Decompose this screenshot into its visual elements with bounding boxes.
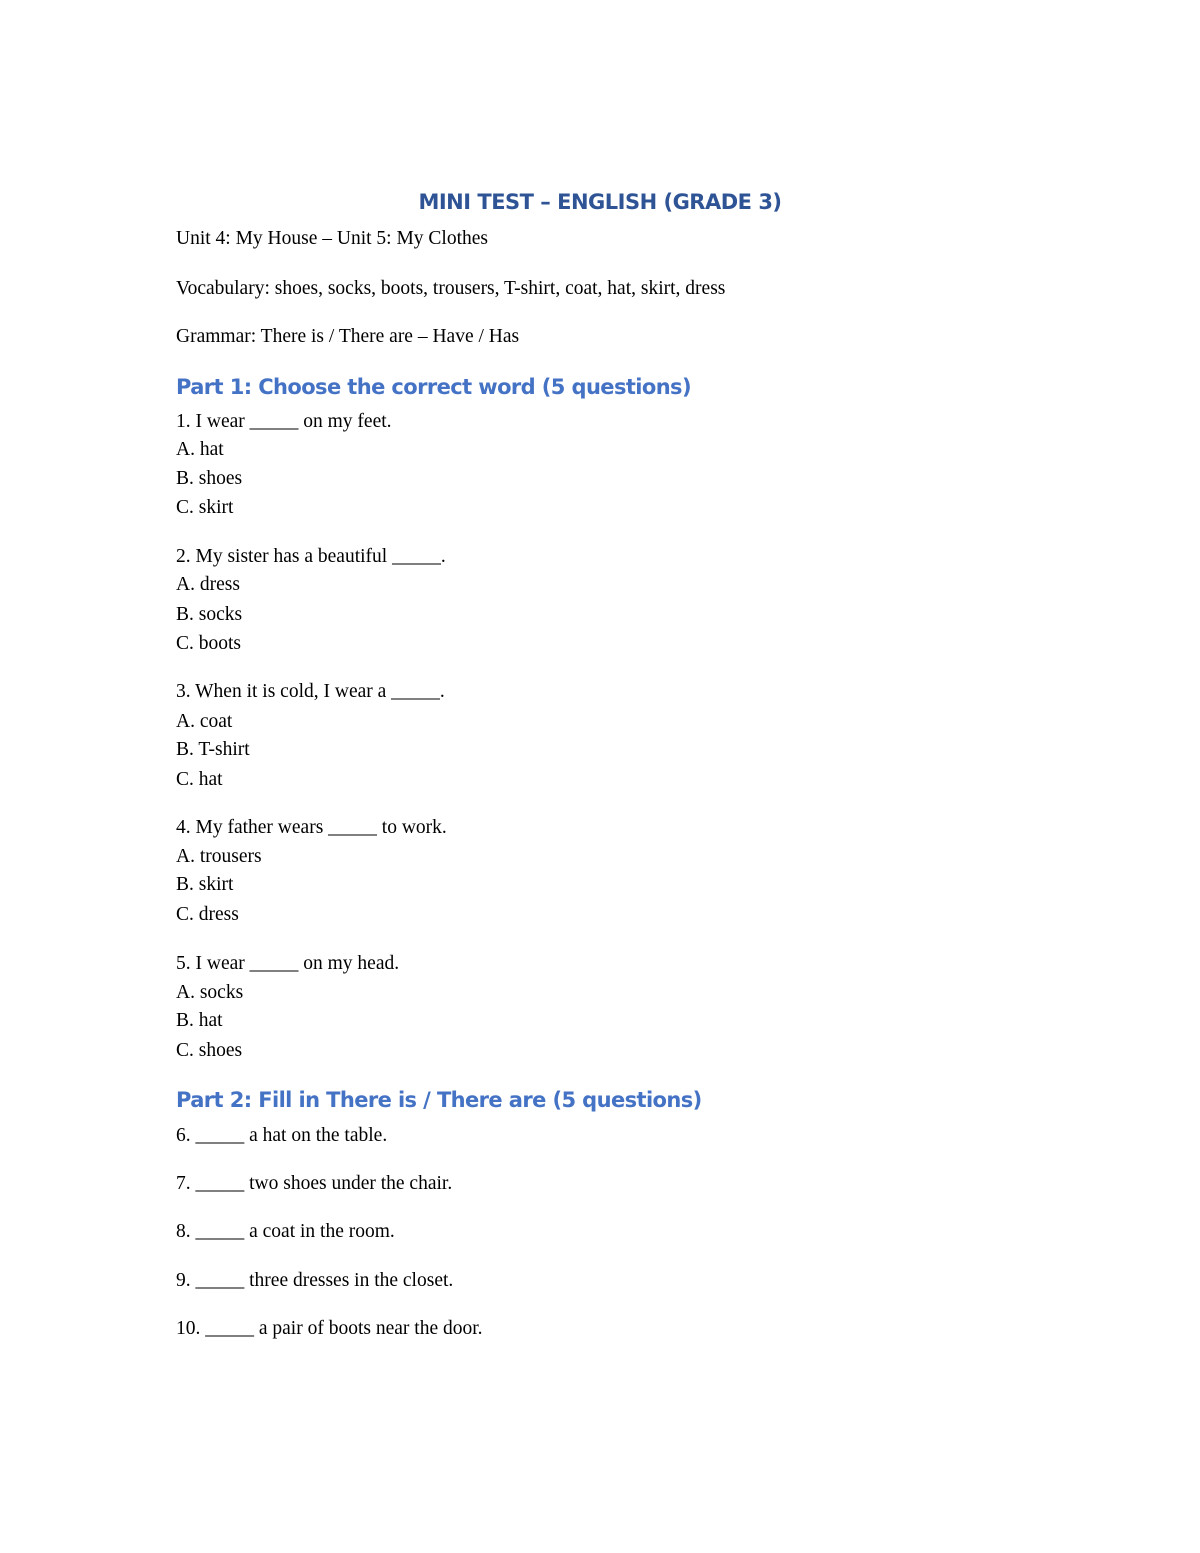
answer-option: A. coat: [176, 711, 233, 732]
answer-option: C. dress: [176, 904, 239, 925]
answer-option: C. boots: [176, 633, 242, 654]
part2-heading: Part 2: Fill in There is / There are (5 questions): [176, 1088, 702, 1112]
answer-option: A. trousers: [176, 846, 262, 867]
answer-option: C. hat: [176, 769, 223, 790]
answer-option: B. skirt: [176, 874, 234, 895]
fill-in-question: 9. _____ three dresses in the closet.: [176, 1270, 454, 1291]
fill-in-question: 7. _____ two shoes under the chair.: [176, 1173, 453, 1194]
answer-option: B. shoes: [176, 468, 243, 489]
vocabulary-line: Vocabulary: shoes, socks, boots, trousers, T-shirt, coat, hat, skirt, dress: [176, 278, 726, 299]
answer-option: B. hat: [176, 1010, 223, 1031]
grammar-line: Grammar: There is / There are – Have / Has: [176, 326, 520, 347]
answer-option: A. socks: [176, 982, 244, 1003]
answer-option: B. socks: [176, 604, 243, 625]
question-text: 3. When it is cold, I wear a _____.: [176, 681, 445, 702]
units-line: Unit 4: My House – Unit 5: My Clothes: [176, 228, 489, 249]
answer-option: C. shoes: [176, 1040, 243, 1061]
answer-option: A. hat: [176, 439, 224, 460]
question-text: 2. My sister has a beautiful _____.: [176, 546, 446, 567]
answer-option: C. skirt: [176, 497, 234, 518]
fill-in-question: 8. _____ a coat in the room.: [176, 1221, 395, 1242]
question-text: 4. My father wears _____ to work.: [176, 817, 447, 838]
part1-heading: Part 1: Choose the correct word (5 questions): [176, 375, 691, 399]
question-text: 5. I wear _____ on my head.: [176, 953, 400, 974]
question-text: 1. I wear _____ on my feet.: [176, 411, 392, 432]
answer-option: B. T-shirt: [176, 739, 250, 760]
fill-in-question: 10. _____ a pair of boots near the door.: [176, 1318, 483, 1339]
document-title: MINI TEST – ENGLISH (GRADE 3): [418, 190, 782, 214]
fill-in-question: 6. _____ a hat on the table.: [176, 1125, 388, 1146]
answer-option: A. dress: [176, 574, 240, 595]
